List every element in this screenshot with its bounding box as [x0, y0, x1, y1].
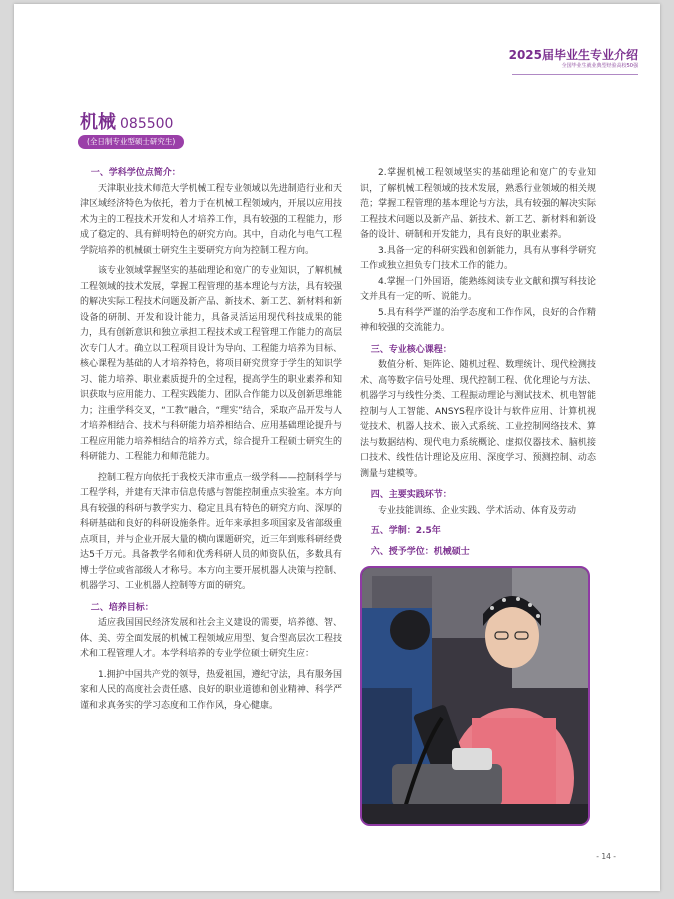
lab-photo: [360, 566, 590, 826]
left-column: [80, 166, 342, 714]
paragraph: 控制工程方向依托于我校天津市重点一级学科——控制科学与工程学科，并建有天津市信息传感与智能控制重点实验室。本方向具有较强的科研与教学实力、稳定且具有特色的研究方向、深厚的科研基础和良好的科研设施条件。近年来承担多项国家及省部级重点项目，并与企业开展大量的横向课题研究，近三年到账科研经费达5千万元。具备教学名师和优秀科研人员的师资队伍，多数具有博士学位或省部级人才称号。本方向主要开展机器人决策与控制、机器学习、工业机器人控制等方面的研究。: [80, 472, 342, 591]
section-heading: 四、主要实践环节：: [370, 490, 452, 500]
header-subtitle: 全国毕业生就业典型经验高校50强: [561, 63, 638, 69]
header-title: 2025届毕业生专业介绍: [508, 48, 638, 62]
list-item: 4.掌握一门外国语，能熟练阅读专业文献和撰写科技论文并具有一定的听、说能力。: [360, 276, 596, 302]
section-heading: 五、学制：2.5年: [370, 526, 441, 536]
list-item: 1.拥护中国共产党的领导，热爱祖国，遵纪守法，具有服务国家和人民的高度社会责任感、良好的职业道德和创业精神、科学严谨和求真务实的学习态度和工作作风，身心健康。: [80, 669, 342, 711]
section-heading: 二、培养目标：: [90, 602, 154, 613]
header-divider: [512, 74, 638, 75]
lab-photo-illustration: [362, 568, 588, 824]
major-name: 机械: [80, 112, 116, 133]
page-number: - 14 -: [596, 852, 616, 861]
section-heading: 一、学科学位点简介：: [90, 168, 181, 178]
section-heading: 三、专业核心课程：: [370, 344, 452, 355]
right-column: [360, 166, 596, 560]
major-title: [80, 108, 173, 134]
list-item: 3.具备一定的科研实践和创新能力，具有从事科学研究工作或独立担负专门技术工作的能力。: [360, 245, 596, 271]
page-header: [509, 48, 638, 70]
paragraph: 天津职业技术师范大学机械工程专业领域以先进制造行业和天津区域经济特色为依托，着力于在机械工程领域内，开展以应用技术为主的工程技术开发和人才培养工作，具有较强的工程能力，形成了稳定的、具有鲜明特色的研究方向。其中，自动化与电气工程学院培养的机械硕士研究生主要研究方向为控制工程方向。: [80, 183, 342, 256]
paragraph: 数值分析、矩阵论、随机过程、数理统计、现代检测技术、高等数字信号处理、现代控制工程、优化理论与方法、机器学习与线性分类、工程振动理论与测试技术、机电智能控制与人工智能、ANSYS程序设计与软件应用、计算机视觉技术、机器人技术、嵌入式系统、工业控制网络技术、算法与数据结构、现代电力系统概论、虚拟仪器技术、脑机接口技术、线性估计理论及应用、深度学习、预测控制、动态测量与建模等。: [360, 360, 596, 479]
section-heading: 六、授予学位：机械硕士: [370, 546, 470, 557]
degree-type-badge: (全日制专业型硕士研究生): [78, 135, 184, 149]
list-item: 5.具有科学严谨的治学态度和工作作风，良好的合作精神和较强的交流能力。: [360, 307, 596, 333]
paragraph: 专业技能训练、企业实践、学术活动、体育及劳动: [378, 505, 577, 516]
document-page: [14, 4, 660, 891]
paragraph: 该专业领域掌握坚实的基础理论和宽广的专业知识，了解机械工程领域的技术发展，掌握工程管理的基本理论与方法，具有较强的解决实际工程技术问题及新产品、新技术、新工艺、新材料和新设备的研制、开发和设计能力，具备灵活运用现代科技成果的能力，具有创新意识和独立承担工程技术或工程管理工作能力的高层次专门人才。确立以工程项目设计为导向、工程能力培养为目标、核心课程为基础的人才培养特色，将项目研究贯穿于学生的知识学习、能力培养、职业素质提升的全过程，提高学生的职业素养和知识获取与应用能力、工程实践能力、团队合作能力以及创新思维能力；注重学科交叉，“工教”融合，“理实”结合，采取产品开发与人才培养相结合、技术与科研能力培养相结合、应用基础理论提升与工程应用能力培养相结合的培养方式，综合提升工程硕士研究生的科研能力、工程能力和师范能力。: [80, 266, 342, 462]
paragraph: 适应我国国民经济发展和社会主义建设的需要，培养德、智、体、美、劳全面发展的机械工程领域应用型、复合型高层次工程技术和工程管理人才。本学科培养的专业学位硕士研究生应：: [80, 618, 342, 659]
list-item: 2.掌握机械工程领域坚实的基础理论和宽广的专业知识，了解机械工程领域的技术发展，熟悉行业领域的相关规范；掌握工程管理的基本理论与方法，具有较强的解决实际工程技术问题以及新产品、新技术、新工艺、新材料和新设备的设计、研制和开发能力，具有良好的职业素养。: [360, 168, 596, 240]
major-code: 085500: [120, 116, 174, 132]
